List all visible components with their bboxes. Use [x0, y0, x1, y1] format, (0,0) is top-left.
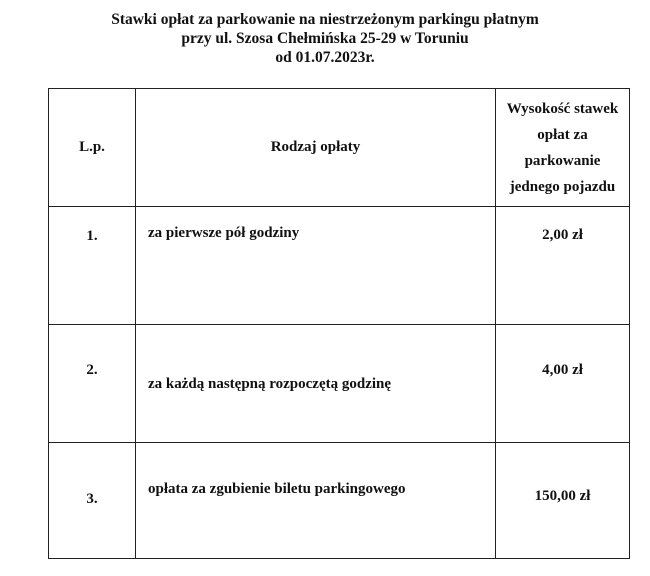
rates-table	[48, 88, 630, 559]
header-wysokosc-line-4: jednego pojazdu	[509, 178, 616, 195]
row-1-rodzaj: za pierwsze pół godziny	[148, 225, 300, 241]
title-line-3: od 01.07.2023r.	[275, 49, 375, 66]
header-wysokosc-line-2: opłat za	[537, 126, 588, 143]
row-3-rodzaj: opłata za zgubienie biletu parkingowego	[148, 481, 406, 497]
document-title	[0, 10, 650, 67]
header-lp: L.p.	[49, 89, 136, 207]
header-wysokosc-stawek	[496, 89, 630, 207]
table-header-row	[49, 89, 630, 207]
header-wysokosc-line-3: parkowanie	[524, 152, 601, 169]
header-wysokosc-line-1: Wysokość stawek	[506, 100, 619, 117]
table-row	[49, 325, 630, 443]
row-1-lp: 1.	[86, 228, 98, 244]
title-line-1: Stawki opłat za parkowanie na niestrzeżonym parkingu płatnym	[111, 11, 539, 28]
table-row	[49, 443, 630, 559]
row-3-kwota: 150,00 zł	[534, 488, 591, 504]
header-rodzaj-oplaty: Rodzaj opłaty	[136, 89, 496, 207]
row-3-lp: 3.	[86, 491, 98, 507]
row-2-kwota: 4,00 zł	[542, 362, 583, 378]
row-2-lp: 2.	[86, 362, 98, 378]
table-row	[49, 207, 630, 325]
row-2-rodzaj: za każdą następną rozpoczętą godzinę	[148, 376, 392, 392]
title-line-2: przy ul. Szosa Chełmińska 25-29 w Toruniu	[181, 30, 469, 47]
row-1-kwota: 2,00 zł	[542, 227, 583, 243]
